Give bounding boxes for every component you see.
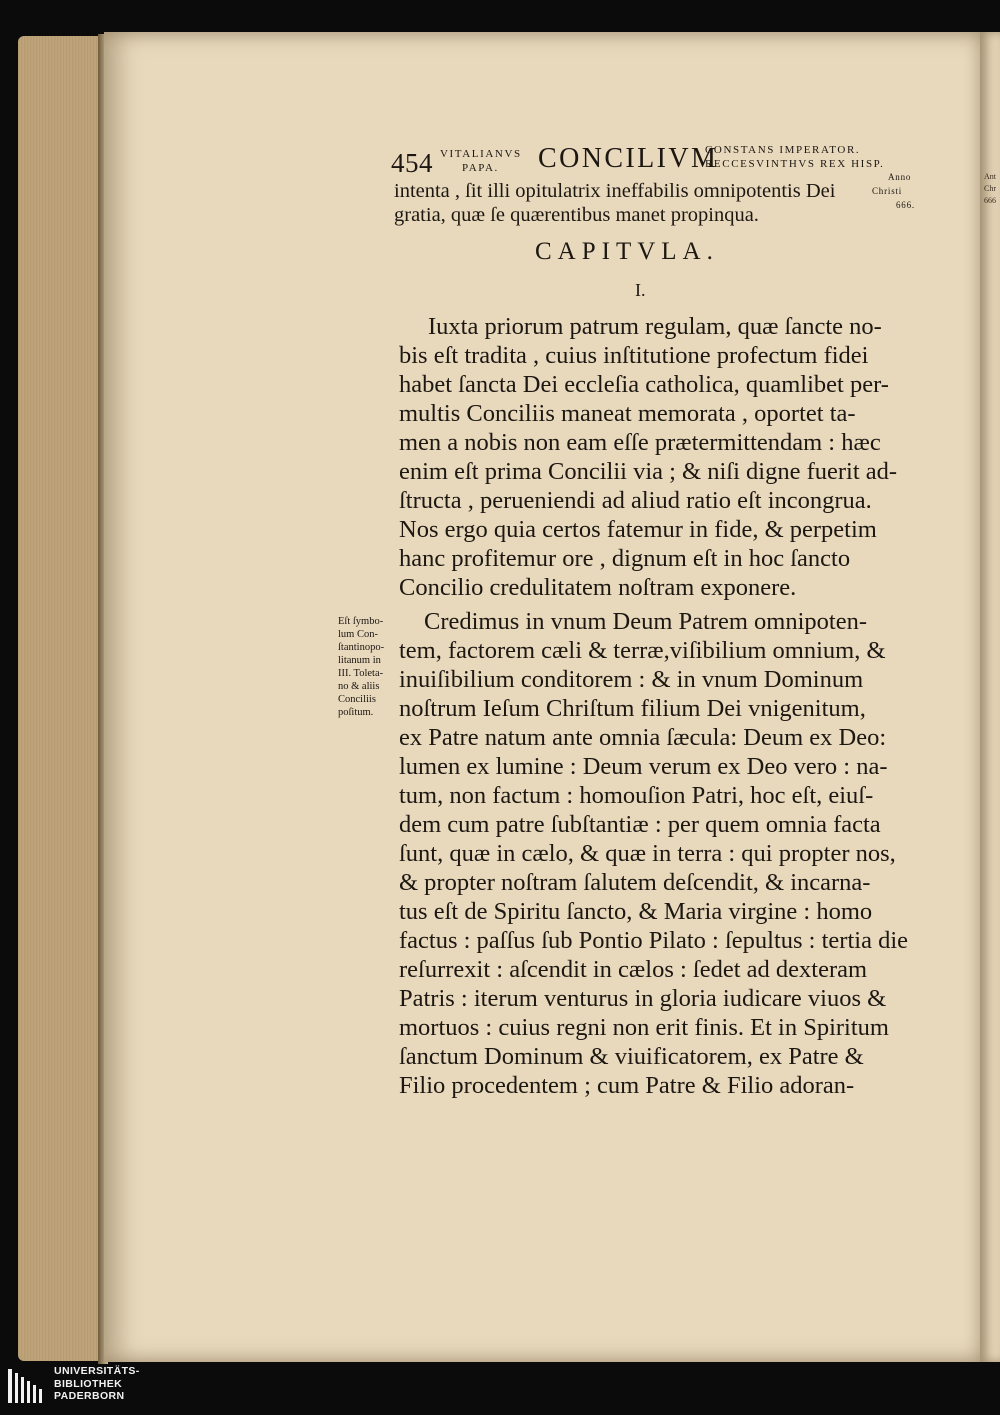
- intro-line: gratia, quæ ſe quærentibus manet propinqua.: [394, 204, 759, 226]
- header-pope-name: VITALIANVS: [440, 148, 522, 160]
- margin-note-line: no & aliis: [338, 681, 380, 692]
- paragraph-line: mortuos : cuius regni non erit finis. Et in Spiritum: [399, 1014, 889, 1041]
- chapter-number: I.: [635, 280, 646, 300]
- paragraph-line: factus : paſſus ſub Pontio Pilato : ſepultus : tertia die: [399, 927, 908, 954]
- paragraph-line: Filio procedentem ; cum Patre & Filio adoran-: [399, 1072, 855, 1099]
- paragraph-line: & propter noſtram ſalutem deſcendit, & incarna-: [399, 869, 871, 896]
- year-note-year: 666.: [896, 200, 915, 210]
- paragraph-line: Credimus in vnum Deum Patrem omnipoten-: [424, 608, 867, 635]
- header-emperor: CONSTANS IMPERATOR.: [705, 144, 861, 156]
- library-logo-line: BIBLIOTHEK: [54, 1377, 123, 1390]
- paragraph-line: enim eſt prima Concilii via ; & niſi digne fuerit ad-: [399, 458, 898, 485]
- margin-note-line: Conciliis: [338, 694, 376, 705]
- paragraph-line: inuiſibilium conditorem : & in vnum Dominum: [399, 666, 864, 693]
- year-note-christi: Christi: [872, 186, 903, 196]
- paragraph-line: Iuxta priorum patrum regulam, quæ ſancte no-: [428, 313, 882, 340]
- margin-note-line: Eſt ſymbo-: [338, 616, 384, 627]
- year-note-anno: Anno: [888, 172, 912, 182]
- paragraph-line: multis Conciliis maneat memorata , oportet ta-: [399, 400, 856, 427]
- paragraph-line: Patris : iterum venturus in gloria iudicare viuos &: [399, 985, 887, 1012]
- paragraph-line: men a nobis non eam eſſe prætermittendam : hæc: [399, 429, 881, 456]
- paragraph-line: noſtrum Ieſum Chriſtum filium Dei vnigenitum,: [399, 695, 866, 722]
- library-logo-line: UNIVERSITÄTS-: [54, 1365, 140, 1377]
- library-logo-line: PADERBORN: [54, 1390, 125, 1402]
- paragraph-line: ſtructa , perueniendi ad aliud ratio eſt incongrua.: [399, 487, 872, 514]
- facing-page-fragment: Chr: [984, 184, 996, 193]
- library-logo-icon: [6, 1367, 46, 1405]
- paragraph-line: Nos ergo quia certos fatemur in fide, & perpetim: [399, 516, 877, 543]
- paragraph-line: ſunt, quæ in cælo, & quæ in terra : qui propter nos,: [399, 840, 896, 867]
- header-pope-title: PAPA.: [462, 162, 499, 174]
- margin-note-line: litanum in: [338, 655, 381, 666]
- paragraph-line: bis eſt tradita , cuius inſtitutione profectum fidei: [399, 342, 869, 369]
- intro-line: intenta , ſit illi opitulatrix ineffabilis omnipotentis Dei: [394, 180, 836, 202]
- header-title: CONCILIVM: [538, 143, 719, 174]
- paragraph-line: reſurrexit : aſcendit in cælos : ſedet ad dexteram: [399, 956, 868, 983]
- paragraph-line: lumen ex lumine : Deum verum ex Deo vero : na-: [399, 753, 888, 780]
- facing-page-fragment: 666: [984, 196, 996, 205]
- chapter-heading: CAPITVLA.: [535, 238, 719, 265]
- paragraph-line: ſanctum Dominum & viuificatorem, ex Patre &: [399, 1043, 864, 1070]
- header-king: RECCESVINTHVS REX HISP.: [705, 158, 885, 170]
- paragraph-line: habet ſancta Dei eccleſia catholica, quamlibet per-: [399, 371, 889, 398]
- library-logo-text: [54, 1365, 140, 1403]
- paragraph-line: tum, non factum : homouſion Patri, hoc eſt, eiuſ-: [399, 782, 874, 809]
- paragraph-line: Concilio credulitatem noſtram exponere.: [399, 574, 797, 601]
- book-page-edges: [18, 36, 110, 1361]
- paragraph-line: dem cum patre ſubſtantiæ : per quem omnia facta: [399, 811, 881, 838]
- paragraph-line: tus eſt de Spiritu ſancto, & Maria virgine : homo: [399, 898, 873, 925]
- paragraph-line: tem, factorem cæli & terræ,viſibilium omnium, &: [399, 637, 886, 664]
- library-logo: [6, 1365, 156, 1409]
- facing-page-fragment: Ant: [984, 172, 996, 181]
- margin-note-line: poſitum.: [338, 707, 374, 718]
- margin-note-line: lum Con-: [338, 629, 378, 640]
- paragraph-line: ex Patre natum ante omnia ſæcula: Deum ex Deo:: [399, 724, 887, 751]
- paragraph-line: hanc profitemur ore , dignum eſt in hoc ſancto: [399, 545, 851, 572]
- page-number: 454: [391, 148, 433, 178]
- margin-note-line: ſtantinopo-: [338, 642, 385, 653]
- margin-note-line: III. Toleta-: [338, 668, 384, 679]
- facing-page-strip: [980, 32, 1000, 1362]
